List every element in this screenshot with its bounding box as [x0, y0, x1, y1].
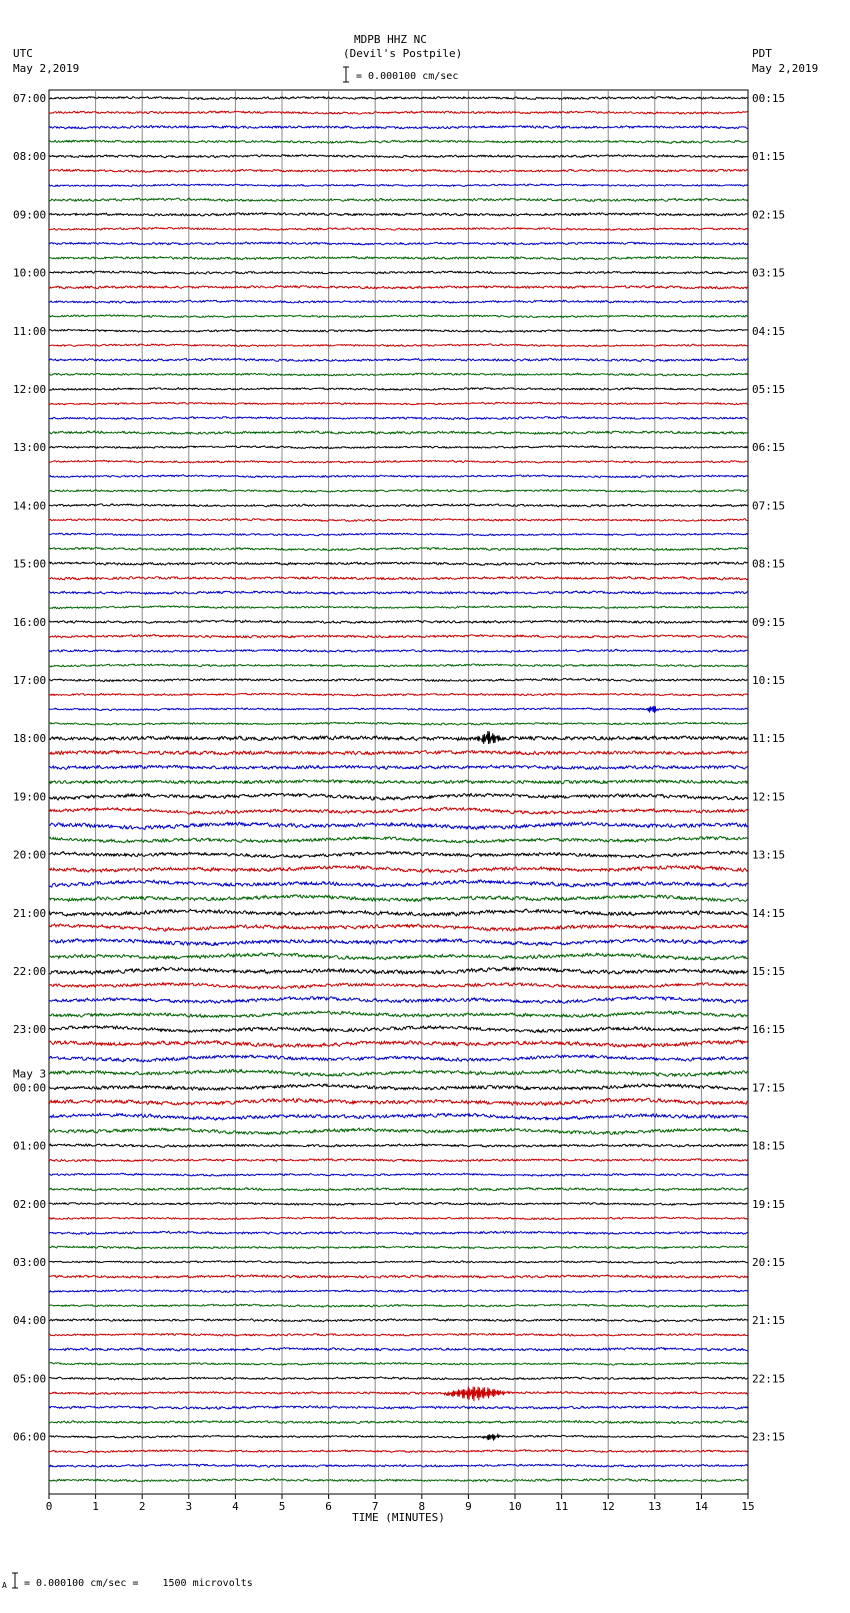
- trace-line: [49, 155, 748, 158]
- trace-line: [49, 519, 748, 522]
- pdt-hour-label: 19:15: [752, 1197, 786, 1211]
- trace-line: [49, 591, 748, 594]
- x-tick-label: 3: [185, 1500, 193, 1513]
- trace-line: [49, 1334, 748, 1337]
- trace-line: [49, 1450, 748, 1453]
- trace-line: [49, 1026, 748, 1033]
- trace-line: [49, 329, 748, 332]
- x-axis-label: TIME (MINUTES): [352, 1511, 445, 1524]
- trace-line: [49, 227, 748, 230]
- trace-line: [49, 1188, 748, 1191]
- utc-hour-label: 17:00: [13, 674, 47, 687]
- x-tick-label: 6: [325, 1500, 332, 1513]
- trace-line: [49, 1098, 748, 1105]
- utc-hour-label: 16:00: [13, 615, 47, 629]
- x-tick-label: 1: [92, 1500, 99, 1513]
- trace-line: [49, 1231, 748, 1234]
- utc-hour-label: 07:00: [13, 92, 47, 105]
- x-tick-label: 14: [694, 1500, 709, 1513]
- trace-line: [49, 286, 748, 289]
- trace-line: [49, 417, 748, 420]
- trace-line: [49, 300, 748, 303]
- trace-line: [49, 169, 748, 172]
- x-tick-label: 12: [601, 1500, 615, 1513]
- trace-line: [49, 1464, 748, 1467]
- trace-line: [49, 1128, 748, 1134]
- x-tick-label: 7: [371, 1500, 379, 1513]
- utc-hour-label: 09:00: [13, 208, 47, 222]
- trace-line: [49, 851, 748, 858]
- x-tick-label: 4: [232, 1500, 239, 1513]
- pdt-hour-label: 09:15: [752, 615, 786, 629]
- trace-line: [49, 1159, 748, 1162]
- trace-line: [49, 1387, 748, 1402]
- trace-line: [49, 1479, 748, 1482]
- pdt-hour-label: 16:15: [752, 1023, 786, 1037]
- pdt-hour-label: 08:15: [752, 557, 786, 571]
- left-date: May 2,2019: [13, 62, 80, 75]
- trace-line: [49, 547, 748, 550]
- trace-line: [49, 822, 748, 829]
- trace-line: [49, 460, 748, 463]
- utc-hour-label: 19:00: [13, 790, 47, 804]
- footer-scale-bar-icon: [11, 1572, 19, 1590]
- pdt-hour-label: 13:15: [752, 848, 786, 862]
- pdt-hour-label: 02:15: [752, 208, 786, 222]
- x-tick-label: 9: [465, 1500, 472, 1513]
- utc-hour-label: 06:00: [13, 1430, 47, 1444]
- utc-hour-label: 14:00: [13, 499, 47, 513]
- utc-hour-label: 12:00: [13, 383, 47, 396]
- trace-line: [49, 1084, 748, 1090]
- trace-line: [49, 256, 748, 259]
- utc-hour-label: 22:00: [13, 965, 47, 978]
- trace-line: [49, 388, 748, 391]
- trace-line: [49, 793, 748, 800]
- trace-line: [49, 1069, 748, 1076]
- utc-hour-label: 03:00: [13, 1256, 47, 1269]
- pdt-hour-label: 20:15: [752, 1256, 786, 1269]
- pdt-hour-label: 07:15: [752, 499, 786, 513]
- trace-line: [49, 706, 748, 713]
- trace-line: [49, 1144, 748, 1148]
- trace-line: [49, 1421, 748, 1424]
- scale-bar-icon: [342, 66, 350, 84]
- trace-line: [49, 1113, 748, 1120]
- pdt-hour-label: 21:15: [752, 1314, 786, 1328]
- trace-line: [49, 895, 748, 902]
- station-location: (Devil's Postpile): [343, 47, 463, 60]
- utc-hour-label: 20:00: [13, 848, 47, 862]
- pdt-hour-label: 03:15: [752, 266, 786, 280]
- trace-line: [49, 1011, 748, 1017]
- utc-hour-label: 23:00: [13, 1023, 47, 1037]
- trace-line: [49, 678, 748, 681]
- pdt-hour-label: 18:15: [752, 1139, 786, 1153]
- trace-line: [49, 1217, 748, 1220]
- utc-hour-label: 13:00: [13, 441, 47, 455]
- trace-line: [49, 722, 748, 725]
- pdt-hour-label: 23:15: [752, 1430, 786, 1444]
- scale-label: = 0.000100 cm/sec: [356, 71, 459, 82]
- x-tick-label: 13: [648, 1500, 662, 1513]
- trace-line: [49, 562, 748, 565]
- utc-hour-label: 18:00: [13, 732, 47, 746]
- pdt-hour-label: 05:15: [752, 383, 786, 396]
- trace-line: [49, 1290, 748, 1293]
- utc-hour-label: 11:00: [13, 324, 47, 338]
- trace-line: [49, 953, 748, 960]
- utc-hour-label: 08:00: [13, 150, 47, 164]
- trace-line: [49, 693, 748, 696]
- trace-line: [49, 198, 748, 201]
- pdt-hour-label: 15:15: [752, 965, 786, 978]
- left-timezone: UTC: [13, 47, 33, 60]
- trace-line: [49, 731, 748, 744]
- pdt-hour-label: 12:15: [752, 790, 786, 804]
- pdt-hour-label: 00:15: [752, 92, 786, 105]
- trace-line: [49, 967, 748, 974]
- trace-line: [49, 664, 748, 667]
- trace-line: [49, 909, 748, 916]
- trace-group: [49, 97, 748, 1482]
- pdt-hour-label: 22:15: [752, 1372, 786, 1386]
- trace-line: [49, 140, 748, 143]
- trace-line: [49, 446, 748, 449]
- trace-line: [49, 344, 748, 347]
- trace-line: [49, 649, 748, 652]
- pdt-hour-label: 01:15: [752, 150, 786, 164]
- trace-line: [49, 620, 748, 623]
- trace-line: [49, 490, 748, 493]
- trace-line: [49, 475, 748, 478]
- pdt-hour-label: 11:15: [752, 732, 786, 746]
- trace-line: [49, 1377, 748, 1380]
- trace-line: [49, 1275, 748, 1278]
- trace-line: [49, 504, 748, 507]
- x-tick-label: 15: [741, 1500, 755, 1513]
- footer-scale-note: = 0.000100 cm/sec = 1500 microvolts: [24, 1578, 253, 1589]
- trace-line: [49, 983, 748, 989]
- utc-hour-label: 15:00: [13, 557, 47, 571]
- trace-line: [49, 184, 748, 187]
- trace-line: [49, 1304, 748, 1307]
- utc-hour-label: 10:00: [13, 266, 47, 280]
- trace-line: [49, 97, 748, 100]
- trace-line: [49, 866, 748, 873]
- trace-line: [49, 358, 748, 361]
- utc-hour-label: 04:00: [13, 1314, 47, 1328]
- trace-line: [49, 997, 748, 1004]
- trace-line: [49, 1348, 748, 1351]
- station-title: MDPB HHZ NC: [354, 33, 427, 46]
- trace-line: [49, 1173, 748, 1176]
- pdt-hour-label: 06:15: [752, 441, 786, 455]
- trace-line: [49, 1261, 748, 1264]
- trace-line: [49, 271, 748, 274]
- trace-line: [49, 635, 748, 638]
- trace-line: [49, 402, 748, 405]
- trace-line: [49, 315, 748, 318]
- time-axis: [13, 92, 785, 1524]
- utc-hour-label: 01:00: [13, 1139, 47, 1153]
- trace-line: [49, 1362, 748, 1365]
- trace-line: [49, 808, 748, 815]
- right-date: May 2,2019: [752, 62, 819, 75]
- trace-line: [49, 1246, 748, 1249]
- trace-line: [49, 750, 748, 755]
- trace-line: [49, 373, 748, 376]
- pdt-hour-label: 10:15: [752, 674, 786, 687]
- date-change-label: May 3: [13, 1067, 47, 1081]
- trace-line: [49, 939, 748, 946]
- x-tick-label: 5: [278, 1500, 286, 1513]
- trace-line: [49, 242, 748, 245]
- x-tick-label: 10: [508, 1500, 522, 1513]
- x-tick-label: 8: [418, 1500, 426, 1513]
- utc-hour-label: 02:00: [13, 1197, 47, 1211]
- trace-line: [49, 1203, 748, 1206]
- pdt-hour-label: 14:15: [752, 906, 786, 920]
- trace-line: [49, 837, 748, 843]
- trace-line: [49, 880, 748, 887]
- right-timezone: PDT: [752, 47, 772, 60]
- utc-hour-label: 00:00: [13, 1081, 47, 1095]
- trace-line: [49, 111, 748, 114]
- pdt-hour-label: 17:15: [752, 1081, 786, 1095]
- x-tick-label: 2: [138, 1500, 146, 1513]
- x-tick-label: 0: [45, 1500, 53, 1513]
- trace-line: [49, 1040, 748, 1047]
- utc-hour-label: 05:00: [13, 1372, 47, 1386]
- trace-line: [49, 1055, 748, 1062]
- corner-mark: A: [2, 1581, 7, 1590]
- trace-line: [49, 780, 748, 784]
- trace-line: [49, 924, 748, 931]
- trace-line: [49, 606, 748, 609]
- x-tick-label: 11: [554, 1500, 569, 1513]
- trace-line: [49, 765, 748, 769]
- trace-line: [49, 577, 748, 580]
- trace-line: [49, 1319, 748, 1322]
- pdt-hour-label: 04:15: [752, 324, 786, 338]
- trace-line: [49, 126, 748, 129]
- trace-line: [49, 213, 748, 216]
- trace-line: [49, 533, 748, 536]
- trace-line: [49, 1406, 748, 1409]
- trace-line: [49, 431, 748, 434]
- trace-line: [49, 1434, 748, 1441]
- utc-hour-label: 21:00: [13, 906, 47, 920]
